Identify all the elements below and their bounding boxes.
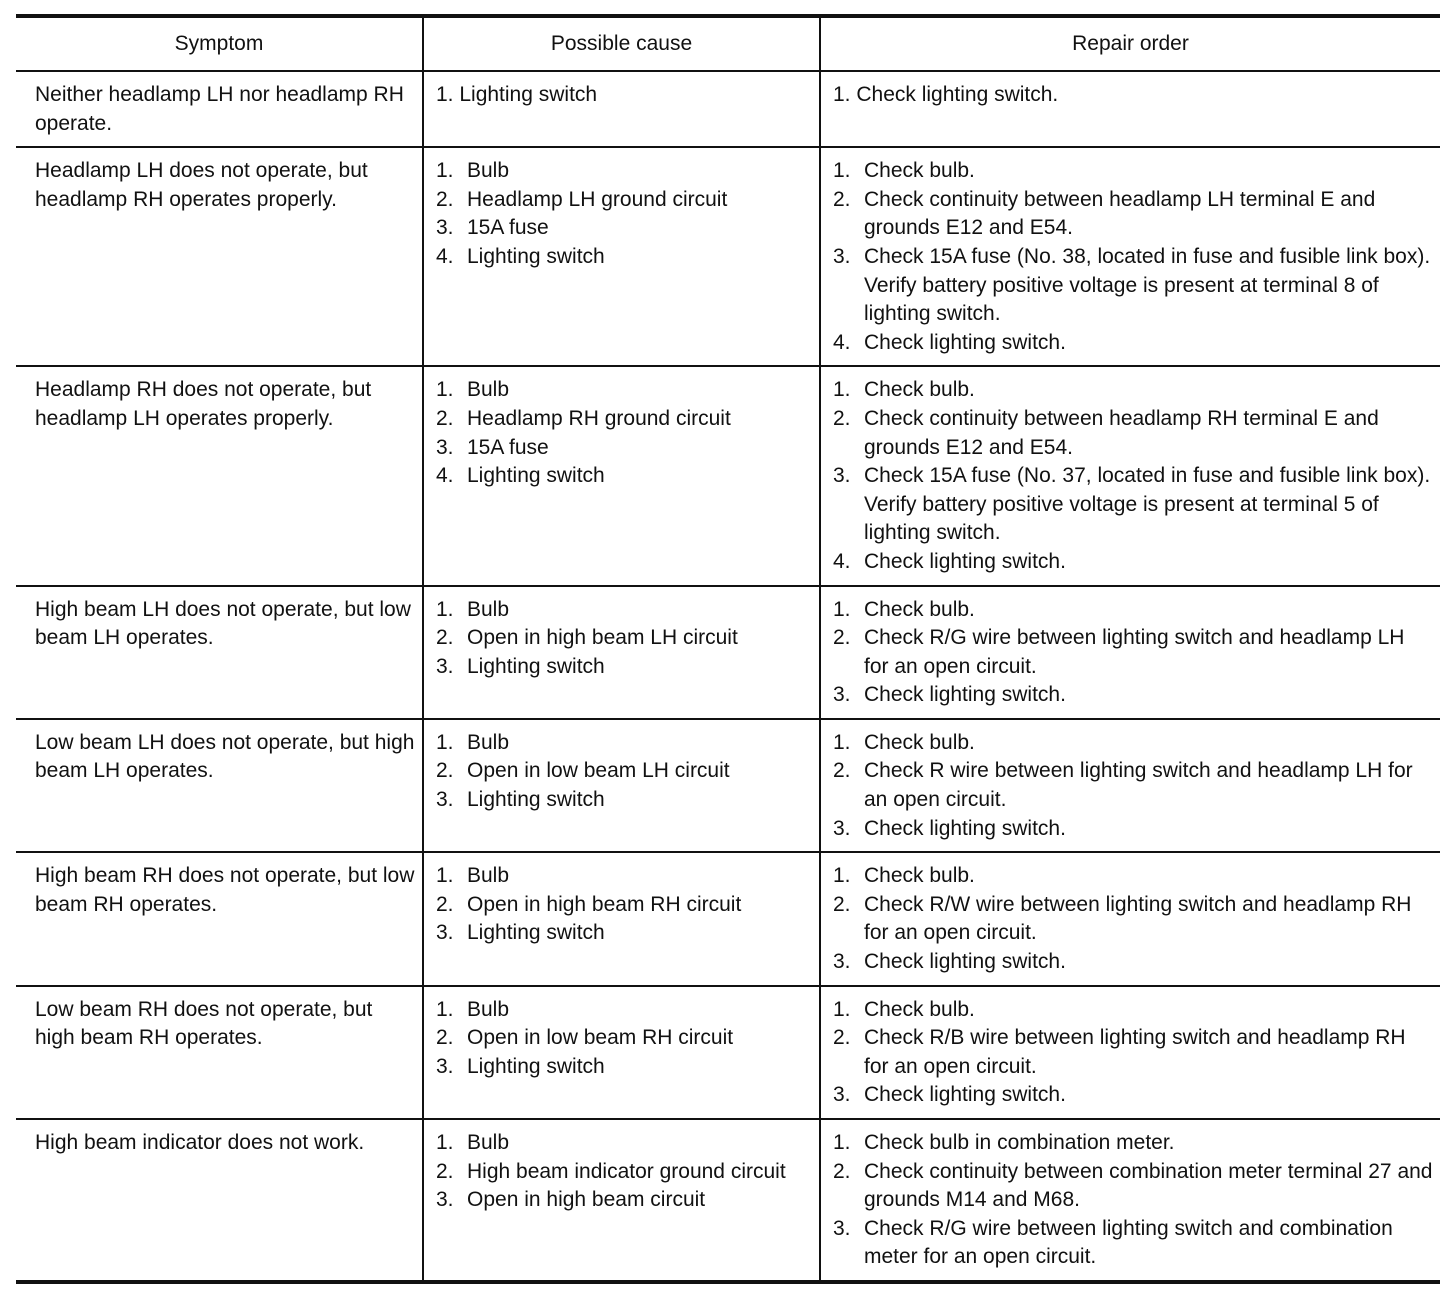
table-header-row [16, 16, 1440, 71]
repair-order-cell [820, 1119, 1440, 1282]
symptom-cell: High beam indicator does not work. [35, 1131, 365, 1154]
symptom-cell: Neither headlamp LH nor headlamp RH operate. [16, 71, 423, 147]
repair-step: 1. Check bulb. [833, 378, 975, 402]
table-row [16, 586, 1440, 719]
cause-item: 4. Lighting switch [436, 464, 605, 488]
cause-item: 2. High beam indicator ground circuit [436, 1159, 786, 1183]
symptom-cell: Low beam LH does not operate, but high beam LH operates. [16, 719, 423, 852]
repair-order-cell [820, 71, 1440, 147]
symptom-cell: High beam LH does not operate, but low beam LH operates. [16, 586, 423, 719]
repair-list [833, 1129, 1434, 1272]
repair-list [833, 729, 1434, 843]
repair-step: 4. Check lighting switch. [833, 330, 1066, 354]
repair-step: 2. Check continuity between headlamp LH terminal E and grounds E12 and E54. [833, 187, 1376, 240]
cause-item: 1. Bulb [436, 1131, 510, 1154]
repair-step: 2. Check R/G wire between lighting switch and headlamp LH for an open circuit. [833, 626, 1405, 678]
cause-item: 2. Open in low beam RH circuit [436, 1026, 734, 1050]
possible-cause-cell [423, 147, 820, 366]
repair-step: 1. Check bulb. [833, 997, 975, 1021]
repair-step: 2. Check R/W wire between lighting switch and headlamp RH for an open circuit. [833, 892, 1412, 945]
possible-cause-cell [423, 1119, 820, 1282]
table-row [16, 1119, 1440, 1282]
repair-step: 3. Check lighting switch. [833, 683, 1066, 707]
repair-step: 2. Check continuity between combination meter terminal 27 and grounds M14 and M68. [833, 1159, 1433, 1212]
cause-item: 2. Open in high beam RH circuit [436, 892, 742, 916]
cause-item: 2. Open in low beam LH circuit [436, 759, 730, 783]
table-row [16, 986, 1440, 1119]
possible-cause-cell [423, 366, 820, 585]
cause-item: 1. Bulb [436, 730, 510, 754]
table-row [16, 719, 1440, 852]
column-header-symptom: Symptom [16, 16, 423, 71]
cause-item: 1. Bulb [436, 597, 510, 621]
cause-list [436, 996, 813, 1082]
cause-item: 1. Bulb [436, 159, 510, 183]
possible-cause-cell [423, 986, 820, 1119]
troubleshooting-table [16, 14, 1440, 1284]
symptom-cell: Low beam RH does not operate, but high beam RH operates. [16, 986, 423, 1119]
repair-step: 3. Check R/G wire between lighting switch and combination meter for an open circuit. [833, 1216, 1393, 1269]
table-row [16, 147, 1440, 366]
cause-list [436, 729, 813, 815]
repair-step: 3. Check 15A fuse (No. 38, located in fuse and fusible link box). Verify battery positive voltage is present at terminal 8 of lighting switch. [833, 244, 1431, 326]
repair-order-cell [820, 586, 1440, 719]
repair-step: 1. Check lighting switch. [833, 83, 1059, 106]
possible-cause-cell [423, 719, 820, 852]
cause-item: 2. Headlamp RH ground circuit [436, 406, 731, 430]
repair-list [833, 996, 1434, 1110]
cause-item: 3. 15A fuse [436, 435, 549, 459]
possible-cause-cell [423, 71, 820, 147]
cause-item: 2. Headlamp LH ground circuit [436, 187, 728, 211]
repair-step: 3. Check 15A fuse (No. 37, located in fuse and fusible link box). Verify battery positive voltage is present at terminal 5 of lighting switch. [833, 464, 1431, 545]
repair-step: 3. Check lighting switch. [833, 1083, 1066, 1107]
repair-list [833, 157, 1434, 357]
cause-item: 3. Lighting switch [436, 921, 605, 945]
repair-list [833, 376, 1434, 576]
cause-item: 3. Open in high beam circuit [436, 1188, 706, 1212]
repair-order-cell [820, 719, 1440, 852]
repair-step: 1. Check bulb in combination meter. [833, 1131, 1175, 1154]
table-row [16, 852, 1440, 985]
repair-list [833, 862, 1434, 976]
table-row [16, 71, 1440, 147]
repair-order-cell [820, 366, 1440, 585]
cause-item: 2. Open in high beam LH circuit [436, 626, 738, 650]
possible-cause-cell [423, 852, 820, 985]
cause-item: 3. Lighting switch [436, 654, 605, 678]
cause-list [436, 1129, 813, 1215]
cause-list [436, 157, 813, 271]
repair-step: 2. Check R wire between lighting switch and headlamp LH for an open circuit. [833, 759, 1413, 812]
repair-list [833, 596, 1434, 710]
cause-item: 1. Bulb [436, 997, 510, 1021]
cause-item: 1. Bulb [436, 378, 510, 402]
repair-step: 1. Check bulb. [833, 730, 975, 754]
cause-item: 3. Lighting switch [436, 1054, 605, 1078]
repair-order-cell [820, 986, 1440, 1119]
repair-step: 3. Check lighting switch. [833, 816, 1066, 840]
cause-item: 1. Lighting switch [436, 83, 598, 106]
repair-step: 2. Check R/B wire between lighting switch and headlamp RH for an open circuit. [833, 1026, 1406, 1078]
repair-step: 1. Check bulb. [833, 159, 975, 183]
repair-order-cell [820, 147, 1440, 366]
cause-item: 3. 15A fuse [436, 216, 549, 240]
repair-order-cell [820, 852, 1440, 985]
column-header-possible-cause: Possible cause [423, 16, 820, 71]
repair-step: 1. Check bulb. [833, 597, 975, 621]
cause-item: 3. Lighting switch [436, 788, 605, 812]
table-row [16, 366, 1440, 585]
symptom-cell: High beam RH does not operate, but low beam RH operates. [16, 852, 423, 985]
symptom-cell: Headlamp LH does not operate, but headlamp RH operates properly. [16, 147, 423, 366]
repair-step: 1. Check bulb. [833, 864, 975, 888]
cause-list [436, 862, 813, 948]
cause-item: 4. Lighting switch [436, 244, 605, 268]
symptom-cell: Headlamp RH does not operate, but headlamp LH operates properly. [16, 366, 423, 585]
cause-list [436, 376, 813, 490]
repair-step: 3. Check lighting switch. [833, 950, 1066, 974]
repair-step: 4. Check lighting switch. [833, 549, 1066, 573]
possible-cause-cell [423, 586, 820, 719]
repair-step: 2. Check continuity between headlamp RH terminal E and grounds E12 and E54. [833, 406, 1379, 459]
column-header-repair-order: Repair order [820, 16, 1440, 71]
cause-list [436, 596, 813, 682]
cause-item: 1. Bulb [436, 864, 510, 888]
